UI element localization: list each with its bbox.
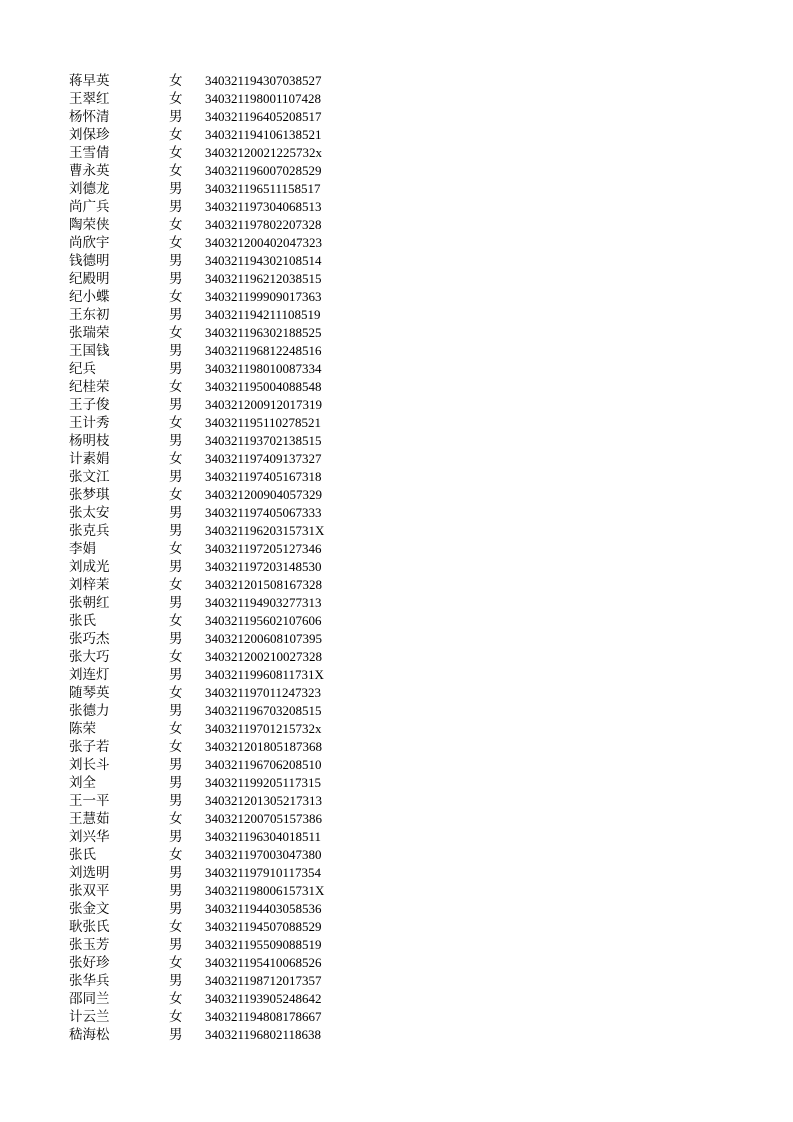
id-number-cell: 340321201508167328	[205, 577, 322, 592]
id-number-cell: 340321194808178667	[205, 1009, 322, 1024]
id-number-cell: 340321200608107395	[205, 631, 322, 646]
table-row	[69, 450, 469, 468]
id-number-cell: 340321197405167318	[205, 469, 322, 484]
table-row	[69, 756, 469, 774]
id-number-cell: 340321193702138515	[205, 433, 322, 448]
table-row	[69, 720, 469, 738]
table-row	[69, 180, 469, 198]
gender-cell: 男	[169, 829, 183, 845]
table-row	[69, 90, 469, 108]
id-number-cell: 340321201305217313	[205, 793, 322, 808]
name-cell: 刘长斗	[69, 757, 110, 773]
gender-cell: 男	[169, 433, 183, 449]
gender-cell: 女	[169, 649, 183, 665]
name-cell: 杨怀清	[69, 109, 110, 125]
id-number-cell: 340321197203148530	[205, 559, 322, 574]
gender-cell: 女	[169, 415, 183, 431]
name-cell: 王计秀	[69, 415, 110, 431]
id-number-cell: 34032119701215732x	[205, 721, 322, 736]
table-row	[69, 162, 469, 180]
id-number-cell: 340321197304068513	[205, 199, 322, 214]
gender-cell: 男	[169, 271, 183, 287]
name-cell: 张大巧	[69, 649, 110, 665]
gender-cell: 男	[169, 667, 183, 683]
gender-cell: 女	[169, 613, 183, 629]
id-number-cell: 340321197910117354	[205, 865, 322, 880]
name-cell: 随琴英	[69, 685, 110, 701]
name-cell: 刘全	[69, 775, 96, 791]
gender-cell: 女	[169, 955, 183, 971]
table-row	[69, 198, 469, 216]
gender-cell: 女	[169, 451, 183, 467]
name-cell: 耿张氏	[69, 919, 110, 935]
name-cell: 刘选明	[69, 865, 110, 881]
gender-cell: 女	[169, 235, 183, 251]
id-number-cell: 340321197405067333	[205, 505, 322, 520]
id-number-cell: 340321200904057329	[205, 487, 322, 502]
table-row	[69, 126, 469, 144]
gender-cell: 男	[169, 865, 183, 881]
id-number-cell: 340321198010087334	[205, 361, 322, 376]
name-cell: 曹永英	[69, 163, 110, 179]
name-cell: 张子若	[69, 739, 110, 755]
id-number-cell: 340321195509088519	[205, 937, 322, 952]
name-cell: 张太安	[69, 505, 110, 521]
gender-cell: 女	[169, 577, 183, 593]
table-row	[69, 414, 469, 432]
name-cell: 张巧杰	[69, 631, 110, 647]
id-number-cell: 340321194302108514	[205, 253, 322, 268]
gender-cell: 男	[169, 595, 183, 611]
table-row	[69, 594, 469, 612]
name-cell: 陈荣	[69, 721, 96, 737]
table-row	[69, 504, 469, 522]
gender-cell: 女	[169, 163, 183, 179]
table-row	[69, 900, 469, 918]
gender-cell: 男	[169, 343, 183, 359]
name-cell: 计云兰	[69, 1009, 110, 1025]
id-number-cell: 340321199205117315	[205, 775, 322, 790]
table-row	[69, 432, 469, 450]
gender-cell: 女	[169, 847, 183, 863]
id-number-cell: 340321194106138521	[205, 127, 322, 142]
table-row	[69, 234, 469, 252]
id-number-cell: 340321193905248642	[205, 991, 322, 1006]
gender-cell: 男	[169, 307, 183, 323]
gender-cell: 女	[169, 991, 183, 1007]
table-row	[69, 792, 469, 810]
name-cell: 刘保珍	[69, 127, 110, 143]
id-number-cell: 340321194403058536	[205, 901, 322, 916]
name-cell: 张文江	[69, 469, 110, 485]
table-row	[69, 288, 469, 306]
name-cell: 纪小蝶	[69, 289, 110, 305]
table-row	[69, 1008, 469, 1026]
id-number-cell: 340321197802207328	[205, 217, 322, 232]
name-cell: 张玉芳	[69, 937, 110, 953]
gender-cell: 男	[169, 793, 183, 809]
gender-cell: 男	[169, 973, 183, 989]
gender-cell: 男	[169, 1027, 183, 1043]
table-row	[69, 846, 469, 864]
table-row	[69, 360, 469, 378]
gender-cell: 女	[169, 919, 183, 935]
name-cell: 刘连灯	[69, 667, 110, 683]
table-row	[69, 522, 469, 540]
name-cell: 李娟	[69, 541, 96, 557]
gender-cell: 男	[169, 199, 183, 215]
id-number-cell: 340321200705157386	[205, 811, 322, 826]
id-number-cell: 340321196802118638	[205, 1027, 322, 1042]
gender-cell: 女	[169, 685, 183, 701]
gender-cell: 男	[169, 253, 183, 269]
table-row	[69, 396, 469, 414]
id-number-cell: 340321196812248516	[205, 343, 322, 358]
name-cell: 张金文	[69, 901, 110, 917]
id-number-cell: 340321194307038527	[205, 73, 322, 88]
table-row	[69, 918, 469, 936]
name-cell: 张德力	[69, 703, 110, 719]
id-number-cell: 340321196302188525	[205, 325, 322, 340]
id-number-cell: 340321195110278521	[205, 415, 322, 430]
gender-cell: 女	[169, 91, 183, 107]
gender-cell: 男	[169, 469, 183, 485]
name-cell: 纪兵	[69, 361, 96, 377]
gender-cell: 男	[169, 757, 183, 773]
id-number-cell: 340321197205127346	[205, 541, 322, 556]
name-cell: 王雪倩	[69, 145, 110, 161]
gender-cell: 男	[169, 361, 183, 377]
table-row	[69, 684, 469, 702]
table-row	[69, 972, 469, 990]
name-cell: 张氏	[69, 847, 96, 863]
table-row	[69, 576, 469, 594]
gender-cell: 女	[169, 289, 183, 305]
name-cell: 张朝红	[69, 595, 110, 611]
table-row	[69, 648, 469, 666]
table-row	[69, 558, 469, 576]
gender-cell: 女	[169, 541, 183, 557]
id-number-cell: 340321194903277313	[205, 595, 322, 610]
table-row	[69, 468, 469, 486]
gender-cell: 男	[169, 937, 183, 953]
table-row	[69, 810, 469, 828]
table-row	[69, 270, 469, 288]
table-row	[69, 738, 469, 756]
name-cell: 陶荣侠	[69, 217, 110, 233]
name-cell: 杨明枝	[69, 433, 110, 449]
table-row	[69, 774, 469, 792]
gender-cell: 男	[169, 703, 183, 719]
gender-cell: 男	[169, 397, 183, 413]
table-row	[69, 828, 469, 846]
id-number-cell: 340321194211108519	[205, 307, 321, 322]
name-cell: 钱德明	[69, 253, 110, 269]
name-cell: 王东初	[69, 307, 110, 323]
name-cell: 嵇海松	[69, 1027, 110, 1043]
table-row	[69, 72, 469, 90]
table-row	[69, 144, 469, 162]
gender-cell: 女	[169, 217, 183, 233]
name-cell: 刘兴华	[69, 829, 110, 845]
id-number-cell: 340321196511158517	[205, 181, 321, 196]
gender-cell: 男	[169, 181, 183, 197]
gender-cell: 男	[169, 883, 183, 899]
name-cell: 王翠红	[69, 91, 110, 107]
id-number-cell: 340321197011247323	[205, 685, 322, 700]
name-cell: 王国钱	[69, 343, 110, 359]
table-row	[69, 378, 469, 396]
id-number-cell: 340321200210027328	[205, 649, 322, 664]
gender-cell: 女	[169, 73, 183, 89]
gender-cell: 女	[169, 1009, 183, 1025]
id-number-cell: 340321194507088529	[205, 919, 322, 934]
roster-table	[69, 72, 469, 1044]
gender-cell: 女	[169, 487, 183, 503]
name-cell: 刘德龙	[69, 181, 110, 197]
id-number-cell: 340321201805187368	[205, 739, 322, 754]
gender-cell: 男	[169, 631, 183, 647]
name-cell: 蒋早英	[69, 73, 110, 89]
id-number-cell: 340321195602107606	[205, 613, 322, 628]
id-number-cell: 34032119620315731X	[205, 523, 325, 538]
table-row	[69, 108, 469, 126]
name-cell: 张瑞荣	[69, 325, 110, 341]
gender-cell: 女	[169, 325, 183, 341]
gender-cell: 男	[169, 559, 183, 575]
table-row	[69, 612, 469, 630]
id-number-cell: 340321196703208515	[205, 703, 322, 718]
id-number-cell: 34032119960811731X	[205, 667, 324, 682]
name-cell: 张双平	[69, 883, 110, 899]
id-number-cell: 340321195004088548	[205, 379, 322, 394]
name-cell: 张好珍	[69, 955, 110, 971]
table-row	[69, 342, 469, 360]
table-row	[69, 954, 469, 972]
table-row	[69, 252, 469, 270]
id-number-cell: 340321196405208517	[205, 109, 322, 124]
name-cell: 计素娟	[69, 451, 110, 467]
name-cell: 邵同兰	[69, 991, 110, 1007]
table-row	[69, 306, 469, 324]
gender-cell: 女	[169, 811, 183, 827]
name-cell: 王子俊	[69, 397, 110, 413]
gender-cell: 女	[169, 145, 183, 161]
id-number-cell: 340321197003047380	[205, 847, 322, 862]
table-row	[69, 702, 469, 720]
name-cell: 尚广兵	[69, 199, 110, 215]
gender-cell: 男	[169, 505, 183, 521]
name-cell: 张华兵	[69, 973, 110, 989]
table-row	[69, 540, 469, 558]
gender-cell: 女	[169, 721, 183, 737]
table-row	[69, 486, 469, 504]
id-number-cell: 340321196706208510	[205, 757, 322, 772]
table-row	[69, 864, 469, 882]
name-cell: 张氏	[69, 613, 96, 629]
name-cell: 尚欣宇	[69, 235, 110, 251]
id-number-cell: 340321195410068526	[205, 955, 322, 970]
id-number-cell: 340321198712017357	[205, 973, 322, 988]
name-cell: 刘成光	[69, 559, 110, 575]
table-row	[69, 936, 469, 954]
name-cell: 纪桂荣	[69, 379, 110, 395]
name-cell: 王慧茹	[69, 811, 110, 827]
id-number-cell: 34032120021225732x	[205, 145, 322, 160]
id-number-cell: 340321196007028529	[205, 163, 322, 178]
gender-cell: 男	[169, 523, 183, 539]
id-number-cell: 340321198001107428	[205, 91, 322, 106]
table-row	[69, 666, 469, 684]
id-number-cell: 340321197409137327	[205, 451, 322, 466]
gender-cell: 女	[169, 379, 183, 395]
id-number-cell: 340321196304018511	[205, 829, 322, 844]
table-row	[69, 324, 469, 342]
id-number-cell: 340321196212038515	[205, 271, 322, 286]
id-number-cell: 340321200912017319	[205, 397, 322, 412]
table-row	[69, 990, 469, 1008]
name-cell: 张梦琪	[69, 487, 110, 503]
gender-cell: 男	[169, 901, 183, 917]
table-row	[69, 216, 469, 234]
id-number-cell: 340321199909017363	[205, 289, 322, 304]
table-row	[69, 1026, 469, 1044]
gender-cell: 女	[169, 739, 183, 755]
name-cell: 王一平	[69, 793, 110, 809]
name-cell: 纪殿明	[69, 271, 110, 287]
id-number-cell: 340321200402047323	[205, 235, 322, 250]
gender-cell: 男	[169, 109, 183, 125]
table-row	[69, 630, 469, 648]
name-cell: 刘梓茉	[69, 577, 110, 593]
gender-cell: 男	[169, 775, 183, 791]
table-row	[69, 882, 469, 900]
id-number-cell: 34032119800615731X	[205, 883, 325, 898]
gender-cell: 女	[169, 127, 183, 143]
name-cell: 张克兵	[69, 523, 110, 539]
